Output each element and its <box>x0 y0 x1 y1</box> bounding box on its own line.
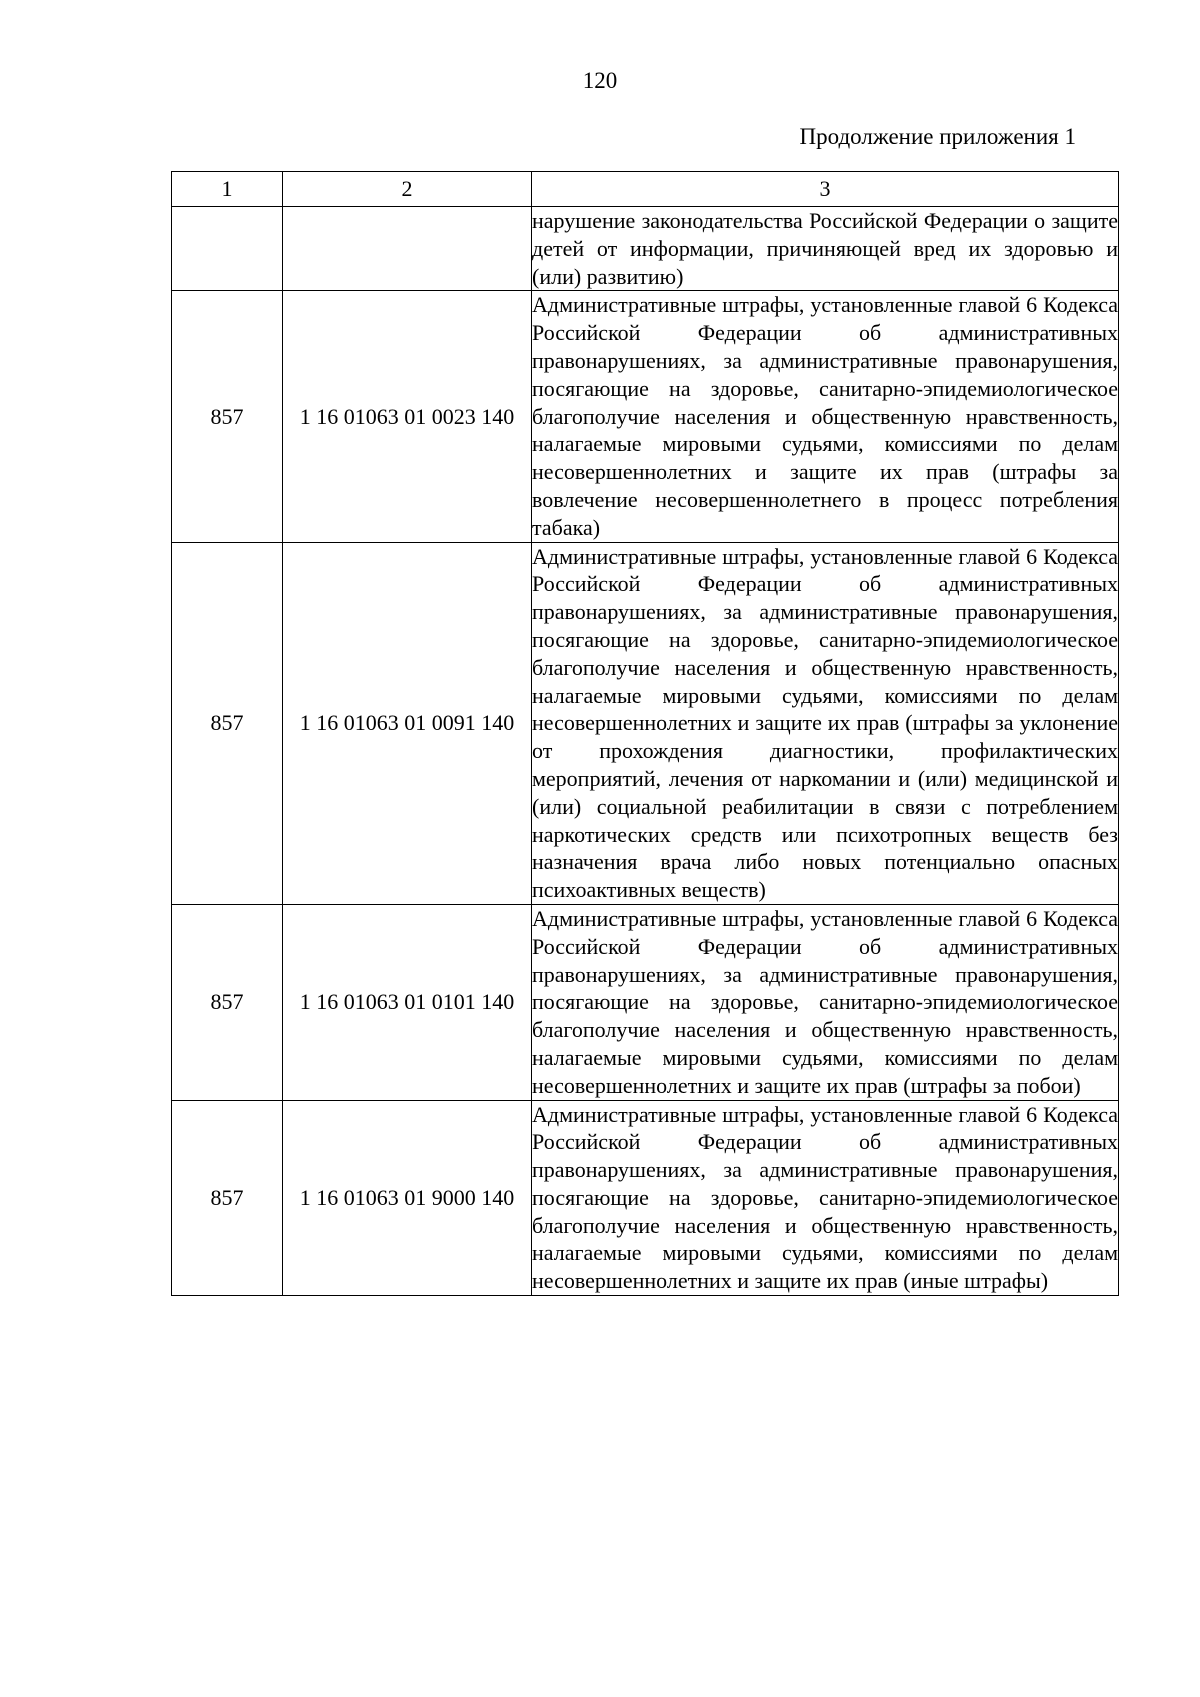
admin-code-cell: 857 <box>172 1100 283 1296</box>
description-cell: нарушение законодательства Российской Федерации о защите детей от информации, причиняющей вред их здоровью и (или) развитию) <box>532 207 1119 291</box>
description-cell: Административные штрафы, установленные главой 6 Кодекса Российской Федерации об административных правонарушениях, за административные правонарушения, посягающие на здоровье, санитарно-эпидемиологическое благополучие населения и общественную нравственность, налагаемые мировыми судьями, комиссиями по делам несовершеннолетних и защите их прав (штрафы за уклонение от прохождения диагностики, профилактических мероприятий, лечения от наркомании и (или) медицинской и (или) социальной реабилитации в связи с потреблением наркотических средств или психотропных веществ без назначения врача либо новых потенциально опасных психоактивных веществ) <box>532 542 1119 904</box>
column-header-1: 1 <box>172 172 283 207</box>
admin-code-cell: 857 <box>172 904 283 1100</box>
revenue-code-cell: 1 16 01063 01 9000 140 <box>283 1100 532 1296</box>
continuation-label: Продолжение приложения 1 <box>799 124 1076 149</box>
column-header-2: 2 <box>283 172 532 207</box>
column-header-3: 3 <box>532 172 1119 207</box>
admin-code-cell: 857 <box>172 291 283 542</box>
description-cell: Административные штрафы, установленные главой 6 Кодекса Российской Федерации об административных правонарушениях, за административные правонарушения, посягающие на здоровье, санитарно-эпидемиологическое благополучие населения и общественную нравственность, налагаемые мировыми судьями, комиссиями по делам несовершеннолетних и защите их прав (штрафы за побои) <box>532 904 1119 1100</box>
revenue-code-cell: 1 16 01063 01 0101 140 <box>283 904 532 1100</box>
revenue-code-cell <box>283 207 532 291</box>
table-header-row <box>172 172 1119 207</box>
table-row <box>172 291 1119 542</box>
admin-code-cell <box>172 207 283 291</box>
description-cell: Административные штрафы, установленные главой 6 Кодекса Российской Федерации об административных правонарушениях, за административные правонарушения, посягающие на здоровье, санитарно-эпидемиологическое благополучие населения и общественную нравственность, налагаемые мировыми судьями, комиссиями по делам несовершеннолетних и защите их прав (иные штрафы) <box>532 1100 1119 1296</box>
page-number: 120 <box>582 68 618 93</box>
table-row <box>172 904 1119 1100</box>
table-row <box>172 207 1119 291</box>
revenue-code-cell: 1 16 01063 01 0023 140 <box>283 291 532 542</box>
revenue-code-cell: 1 16 01063 01 0091 140 <box>283 542 532 904</box>
table-row <box>172 1100 1119 1296</box>
codes-table <box>171 171 1119 1296</box>
description-cell: Административные штрафы, установленные главой 6 Кодекса Российской Федерации об административных правонарушениях, за административные правонарушения, посягающие на здоровье, санитарно-эпидемиологическое благополучие населения и общественную нравственность, налагаемые мировыми судьями, комиссиями по делам несовершеннолетних и защите их прав (штрафы за вовлечение несовершеннолетнего в процесс потребления табака) <box>532 291 1119 542</box>
admin-code-cell: 857 <box>172 542 283 904</box>
table-row <box>172 542 1119 904</box>
